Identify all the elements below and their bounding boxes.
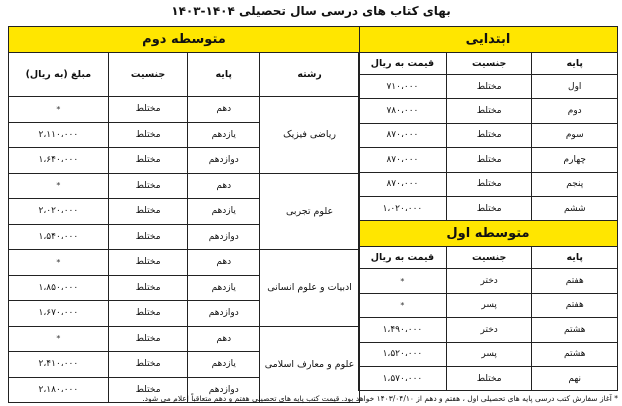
grade-cell: یازدهم <box>188 275 260 301</box>
field-cell: علوم تجربی <box>260 173 360 250</box>
elementary-middle1-table <box>358 26 618 391</box>
amount-cell: ۱،۶۴۰،۰۰۰ <box>9 148 109 174</box>
grade-cell: سوم <box>532 123 618 147</box>
field-cell: ادبیات و علوم انسانی <box>260 250 360 327</box>
table-row <box>359 318 618 342</box>
gender-cell: مختلط <box>108 148 188 174</box>
footer-note: * آغاز سفارش کتب درسی پایه های تحصیلی اول ، هفتم و دهم از ۱۴۰۳/۰۴/۱۰ خواهد بود. قیمت کتب پایه های تحصیلی هفتم و دهم متعاقباً اعلام می شود. <box>142 394 618 403</box>
table-row <box>359 172 618 196</box>
table-row <box>359 123 618 147</box>
grade-cell: دوازدهم <box>188 148 260 174</box>
page-title: بهای کتاب های درسی سال تحصیلی ۱۴۰۴-۱۴۰۳ <box>171 4 451 18</box>
price-cell: ۱،۴۹۰،۰۰۰ <box>359 318 447 342</box>
grade-cell: هشتم <box>532 342 618 366</box>
grade-cell: دهم <box>188 97 260 123</box>
amount-cell: * <box>9 173 109 199</box>
section-heading-middle2: متوسطه دوم <box>9 27 360 53</box>
gender-cell: مختلط <box>108 122 188 148</box>
grade-cell: دهم <box>188 173 260 199</box>
grade-cell: هفتم <box>532 293 618 317</box>
table-row <box>359 366 618 390</box>
grade-cell: یازدهم <box>188 199 260 225</box>
amount-cell: ۲،۴۱۰،۰۰۰ <box>9 352 109 378</box>
column-header-gender: جنسیت <box>446 53 532 75</box>
price-cell: * <box>359 269 447 293</box>
gender-cell: مختلط <box>108 97 188 123</box>
middle2-table <box>8 26 360 403</box>
table-row <box>359 269 618 293</box>
grade-cell: دهم <box>188 250 260 276</box>
column-header-price: قیمت به ریال <box>359 53 447 75</box>
grade-cell: دهم <box>188 326 260 352</box>
gender-cell: مختلط <box>446 123 532 147</box>
table-row <box>359 148 618 172</box>
table-row <box>359 75 618 99</box>
section-heading-middle1: متوسطه اول <box>359 221 618 247</box>
column-header-grade: پایه <box>188 53 260 97</box>
column-header-grade: پایه <box>532 247 618 269</box>
table-row <box>359 99 618 123</box>
gender-cell: دختر <box>446 269 532 293</box>
amount-cell: ۲،۱۸۰،۰۰۰ <box>9 377 109 403</box>
gender-cell: پسر <box>446 342 532 366</box>
price-cell: ۸۷۰،۰۰۰ <box>359 123 447 147</box>
amount-cell: ۱،۶۷۰،۰۰۰ <box>9 301 109 327</box>
amount-cell: ۲،۱۱۰،۰۰۰ <box>9 122 109 148</box>
column-header-price: قیمت به ریال <box>359 247 447 269</box>
gender-cell: مختلط <box>108 352 188 378</box>
grade-cell: دوازدهم <box>188 301 260 327</box>
grade-cell: یازدهم <box>188 352 260 378</box>
gender-cell: مختلط <box>446 196 532 220</box>
gender-cell: مختلط <box>446 99 532 123</box>
grade-cell: اول <box>532 75 618 99</box>
column-header-amount: مبلغ (به ریال) <box>9 53 109 97</box>
grade-cell: پنجم <box>532 172 618 196</box>
column-header-gender: جنسیت <box>108 53 188 97</box>
grade-cell: هشتم <box>532 318 618 342</box>
section-heading-elementary: ابتدایی <box>359 27 618 53</box>
table-row <box>9 173 360 199</box>
amount-cell: ۱،۵۴۰،۰۰۰ <box>9 224 109 250</box>
table-row <box>9 250 360 276</box>
price-cell: ۱،۵۲۰،۰۰۰ <box>359 342 447 366</box>
price-cell: ۷۸۰،۰۰۰ <box>359 99 447 123</box>
column-header-gender: جنسیت <box>446 247 532 269</box>
grade-cell: دوازدهم <box>188 224 260 250</box>
gender-cell: مختلط <box>108 199 188 225</box>
table-row <box>9 97 360 123</box>
field-cell: علوم و معارف اسلامی <box>260 326 360 403</box>
price-cell: * <box>359 293 447 317</box>
grade-cell: هفتم <box>532 269 618 293</box>
table-row <box>9 326 360 352</box>
table-row <box>359 293 618 317</box>
grade-cell: دوازدهم <box>188 377 260 403</box>
gender-cell: دختر <box>446 318 532 342</box>
gender-cell: مختلط <box>446 75 532 99</box>
amount-cell: ۱،۸۵۰،۰۰۰ <box>9 275 109 301</box>
grade-cell: چهارم <box>532 148 618 172</box>
amount-cell: ۲،۰۲۰،۰۰۰ <box>9 199 109 225</box>
grade-cell: دوم <box>532 99 618 123</box>
gender-cell: مختلط <box>108 173 188 199</box>
price-cell: ۸۷۰،۰۰۰ <box>359 148 447 172</box>
table-row <box>359 196 618 220</box>
amount-cell: * <box>9 326 109 352</box>
amount-cell: * <box>9 97 109 123</box>
price-cell: ۱،۰۲۰،۰۰۰ <box>359 196 447 220</box>
table-row <box>359 342 618 366</box>
field-cell: ریاضی فیزیک <box>260 97 360 174</box>
gender-cell: مختلط <box>108 224 188 250</box>
amount-cell: * <box>9 250 109 276</box>
gender-cell: مختلط <box>108 301 188 327</box>
column-header-grade: پایه <box>532 53 618 75</box>
gender-cell: مختلط <box>108 326 188 352</box>
gender-cell: مختلط <box>446 366 532 390</box>
column-header-field: رشته <box>260 53 360 97</box>
gender-cell: پسر <box>446 293 532 317</box>
gender-cell: مختلط <box>446 148 532 172</box>
price-cell: ۷۱۰،۰۰۰ <box>359 75 447 99</box>
price-cell: ۸۷۰،۰۰۰ <box>359 172 447 196</box>
gender-cell: مختلط <box>446 172 532 196</box>
gender-cell: مختلط <box>108 377 188 403</box>
grade-cell: یازدهم <box>188 122 260 148</box>
gender-cell: مختلط <box>108 275 188 301</box>
grade-cell: نهم <box>532 366 618 390</box>
grade-cell: ششم <box>532 196 618 220</box>
gender-cell: مختلط <box>108 250 188 276</box>
price-cell: ۱،۵۷۰،۰۰۰ <box>359 366 447 390</box>
